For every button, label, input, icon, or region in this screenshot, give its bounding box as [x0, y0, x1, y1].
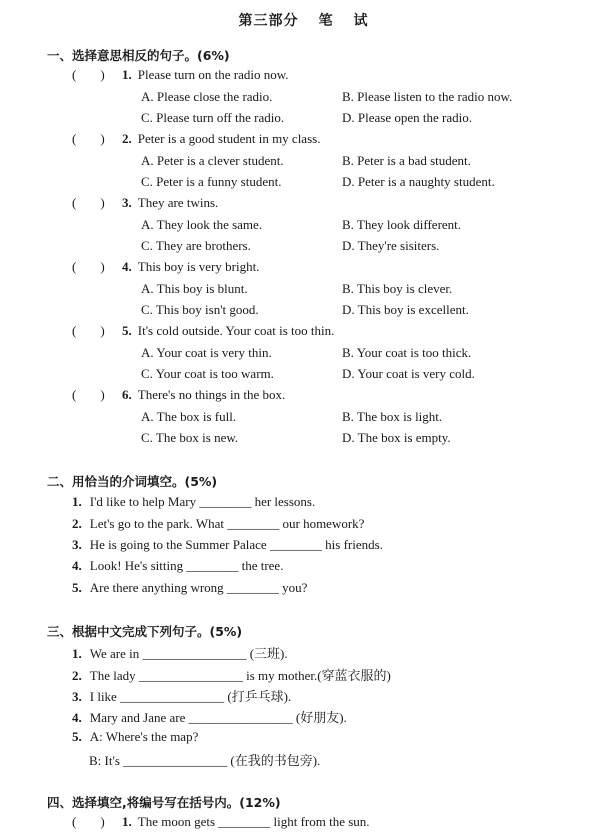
question-text: There's no things in the box. [137, 387, 286, 402]
fill-item [72, 516, 364, 532]
question-text: Please turn on the radio now. [137, 67, 289, 82]
question-number: 1. [122, 67, 132, 82]
item-text: Are there anything wrong ________ you? [89, 580, 308, 595]
question [122, 131, 320, 147]
question-number: 5. [122, 323, 132, 338]
option-d: D. The box is empty. [342, 430, 451, 445]
fill-item [72, 686, 291, 705]
fill-item [72, 537, 383, 553]
item-text: I like ________________ (打乒乓球). [89, 689, 292, 704]
option-c: C. The box is new. [141, 430, 239, 445]
question-text: The moon gets ________ light from the sun. [137, 814, 370, 829]
option-b: B. The box is light. [342, 409, 443, 424]
option-c: C. Your coat is too warm. [141, 366, 274, 381]
option-c: C. Peter is a funny student. [141, 174, 282, 189]
option-a: A. They look the same. [141, 217, 263, 232]
fill-item [72, 707, 347, 726]
answer-bracket[interactable]: ( ) [72, 814, 105, 829]
page-title [0, 10, 607, 30]
item-number: 3. [72, 537, 82, 552]
option-b: B. Your coat is too thick. [342, 345, 472, 360]
option-c: C. They are brothers. [141, 238, 251, 253]
question-number: 4. [122, 259, 132, 274]
option-b: B. Please listen to the radio now. [342, 89, 513, 104]
option-d: D. They're sisiters. [342, 238, 440, 253]
question [122, 67, 289, 83]
title-test: 试 [353, 13, 369, 29]
question-text: Peter is a good student in my class. [137, 131, 321, 146]
fill-item [72, 643, 288, 662]
question-text: This boy is very bright. [137, 259, 260, 274]
fill-item [72, 494, 315, 510]
option-c: C. Please turn off the radio. [141, 110, 285, 125]
section-3-heading: 三、根据中文完成下列句子。(5%) [47, 624, 243, 639]
option-a: A. This boy is blunt. [141, 281, 248, 296]
item-text: The lady ________________ is my mother.(穿蓝衣服的) [89, 668, 391, 683]
fill-item [72, 665, 391, 684]
answer-bracket[interactable]: ( ) [72, 387, 105, 402]
item-text: Look! He's sitting ________ the tree. [89, 558, 284, 573]
question-number: 6. [122, 387, 132, 402]
question [122, 259, 259, 275]
item-number: 4. [72, 710, 82, 725]
section-1-heading: 一、选择意思相反的句子。(6%) [47, 48, 230, 63]
option-d: D. Your coat is very cold. [342, 366, 475, 381]
option-b: B. Peter is a bad student. [342, 153, 471, 168]
title-written: 笔 [318, 13, 334, 29]
fill-item-response: B: It's ________________ (在我的书包旁). [89, 753, 321, 768]
option-a: A. Peter is a clever student. [141, 153, 284, 168]
item-text: We are in ________________ (三班). [89, 646, 288, 661]
answer-bracket[interactable]: ( ) [72, 67, 105, 82]
question-number: 1. [122, 814, 132, 829]
question [122, 387, 285, 403]
title-part: 第三部分 [238, 13, 299, 29]
option-a: A. Your coat is very thin. [141, 345, 272, 360]
option-b: B. They look different. [342, 217, 462, 232]
option-a: A. Please close the radio. [141, 89, 273, 104]
fill-item [72, 729, 198, 745]
item-text: Let's go to the park. What ________ our homework? [89, 516, 365, 531]
item-number: 4. [72, 558, 82, 573]
option-d: D. Please open the radio. [342, 110, 472, 125]
question [122, 195, 218, 211]
option-b: B. This boy is clever. [342, 281, 453, 296]
answer-bracket[interactable]: ( ) [72, 323, 105, 338]
item-number: 2. [72, 516, 82, 531]
option-a: A. The box is full. [141, 409, 237, 424]
answer-bracket[interactable]: ( ) [72, 259, 105, 274]
item-number: 5. [72, 580, 82, 595]
item-number: 5. [72, 729, 82, 744]
section-2-heading: 二、用恰当的介词填空。(5%) [47, 474, 218, 489]
question [122, 814, 370, 830]
item-text: He is going to the Summer Palace ________ his friends. [89, 537, 383, 552]
item-number: 1. [72, 646, 82, 661]
question-text: They are twins. [137, 195, 219, 210]
option-d: D. Peter is a naughty student. [342, 174, 495, 189]
item-text: Mary and Jane are ________________ (好朋友). [89, 710, 347, 725]
question-number: 3. [122, 195, 132, 210]
fill-item [72, 558, 283, 574]
item-number: 2. [72, 668, 82, 683]
answer-bracket[interactable]: ( ) [72, 195, 105, 210]
option-d: D. This boy is excellent. [342, 302, 469, 317]
item-number: 3. [72, 689, 82, 704]
item-number: 1. [72, 494, 82, 509]
option-c: C. This boy isn't good. [141, 302, 259, 317]
fill-item [72, 580, 307, 596]
answer-bracket[interactable]: ( ) [72, 131, 105, 146]
question-text: It's cold outside. Your coat is too thin. [137, 323, 335, 338]
question-number: 2. [122, 131, 132, 146]
item-text: I'd like to help Mary ________ her lessons. [89, 494, 316, 509]
item-text: A: Where's the map? [89, 729, 199, 744]
section-4-heading: 四、选择填空,将编号写在括号内。(12%) [47, 795, 281, 810]
question [122, 323, 334, 339]
